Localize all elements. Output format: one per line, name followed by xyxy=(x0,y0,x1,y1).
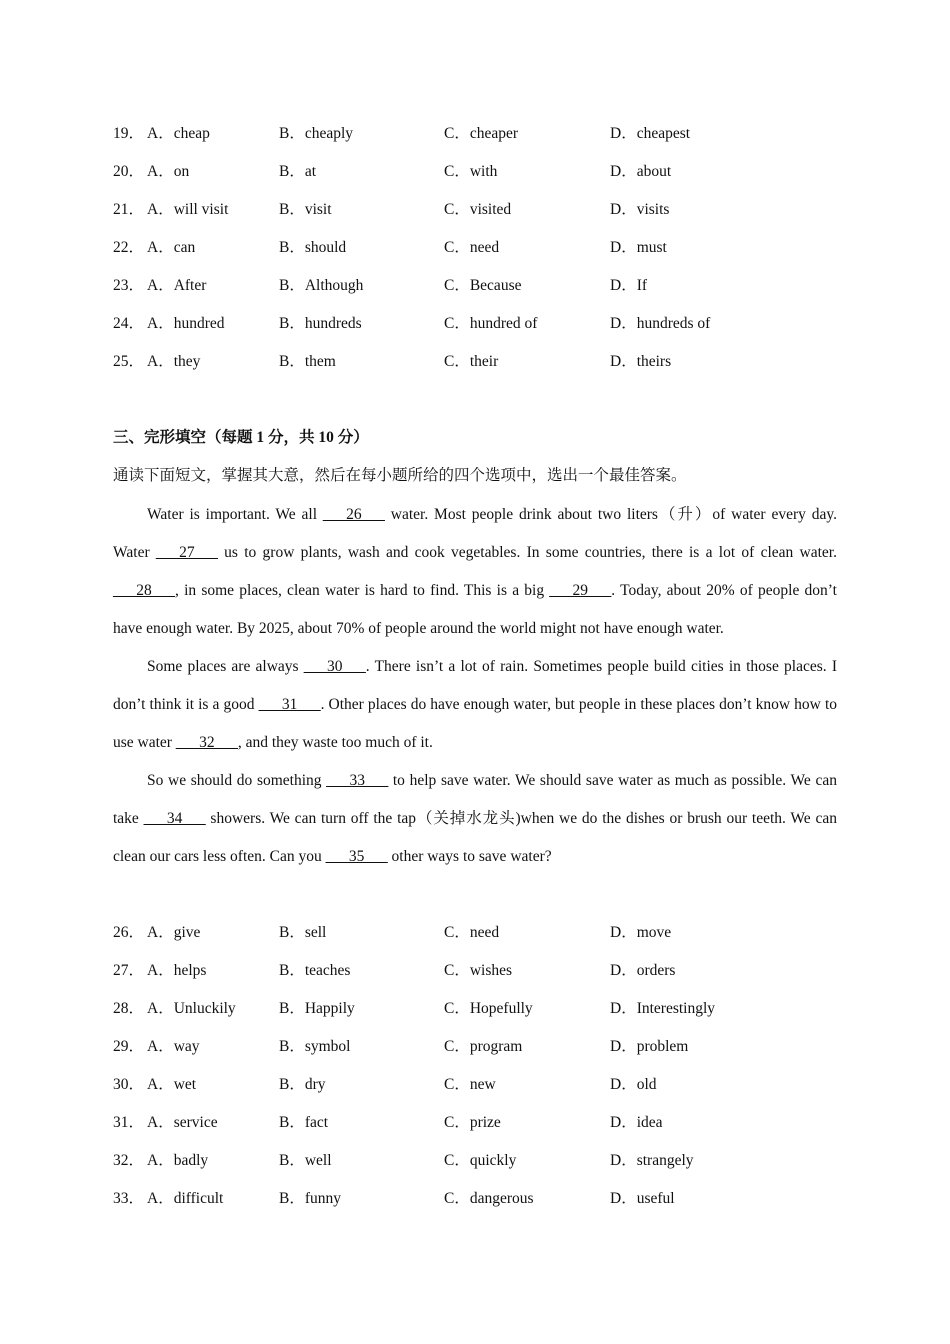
question-number: 33． xyxy=(113,1190,145,1207)
question-number: 24． xyxy=(113,315,145,332)
blank-29: ___29___ xyxy=(549,582,612,599)
blank-27: ___27___ xyxy=(155,544,218,561)
section-instruction: 通读下面短文，掌握其大意，然后在每小题所给的四个选项中，选出一个最佳答案。 xyxy=(113,467,687,484)
option-c: C．new xyxy=(444,1076,496,1093)
question-21-options xyxy=(113,200,853,238)
passage-text: Some places are always xyxy=(147,658,304,675)
passage-paragraph-3 xyxy=(113,762,837,876)
option-a: A．on xyxy=(147,163,190,180)
blank-26: ___26___ xyxy=(322,506,385,523)
question-28-options xyxy=(113,999,853,1037)
option-a: A．hundred xyxy=(147,315,225,332)
question-19-options xyxy=(113,124,853,162)
passage-text: us to grow plants, wash and cook vegetables. In some countries, there is a lot of clean water. xyxy=(217,544,837,561)
question-number: 26． xyxy=(113,924,145,941)
question-25-options xyxy=(113,352,853,390)
option-c: C．with xyxy=(444,163,498,180)
option-d: D．cheapest xyxy=(610,125,691,142)
option-d: D．If xyxy=(610,277,648,294)
question-33-options xyxy=(113,1189,853,1227)
option-b: B．visit xyxy=(279,201,332,218)
question-26-options xyxy=(113,923,853,961)
option-b: B．funny xyxy=(279,1190,342,1207)
question-number: 25． xyxy=(113,353,145,370)
passage-text: water. Most people drink about two liters（升）of water every day. Water xyxy=(113,506,837,561)
option-d: D．useful xyxy=(610,1190,675,1207)
cloze-passage xyxy=(113,496,837,876)
question-22-options xyxy=(113,238,853,276)
question-31-options xyxy=(113,1113,853,1151)
option-b: B．should xyxy=(279,239,347,256)
option-a: A．difficult xyxy=(147,1190,224,1207)
passage-text: . Other places do have enough water, but people in these places don’t know how to use water xyxy=(113,696,838,751)
option-b: B．fact xyxy=(279,1114,329,1131)
option-a: A．Unluckily xyxy=(147,1000,236,1017)
passage-text: , and they waste too much of it. xyxy=(237,734,433,751)
option-c: C．need xyxy=(444,239,500,256)
question-number: 20． xyxy=(113,163,145,180)
option-b: B．them xyxy=(279,353,336,370)
question-20-options xyxy=(113,162,853,200)
question-30-options xyxy=(113,1075,853,1113)
options-list-19-25 xyxy=(113,124,853,390)
blank-32: ___32___ xyxy=(175,734,238,751)
option-b: B．at xyxy=(279,163,317,180)
option-c: C．hundred of xyxy=(444,315,538,332)
passage-paragraph-2 xyxy=(113,648,837,762)
option-c: C．dangerous xyxy=(444,1190,534,1207)
option-c: C．cheaper xyxy=(444,125,519,142)
question-29-options xyxy=(113,1037,853,1075)
option-b: B．hundreds xyxy=(279,315,362,332)
passage-text: . There isn’t a lot of rain. Sometimes people build cities in those places. I don’t think it is a good xyxy=(113,658,838,713)
question-23-options xyxy=(113,276,853,314)
question-number: 27． xyxy=(113,962,145,979)
option-a: A．can xyxy=(147,239,196,256)
section-title: 三、完形填空（每题 1 分，共 10 分） xyxy=(113,429,369,446)
option-d: D．old xyxy=(610,1076,657,1093)
option-d: D．problem xyxy=(610,1038,689,1055)
option-c: C．wishes xyxy=(444,962,513,979)
option-c: C．prize xyxy=(444,1114,501,1131)
passage-text: showers. We can turn off the tap（关掉水龙头)when we do the dishes or brush our teeth. We can clean our cars less often. Can you xyxy=(113,810,837,865)
question-number: 31． xyxy=(113,1114,145,1131)
option-a: A．way xyxy=(147,1038,200,1055)
option-c: C．Because xyxy=(444,277,522,294)
option-a: A．cheap xyxy=(147,125,210,142)
question-number: 21． xyxy=(113,201,145,218)
passage-text: . Today, about 20% of people don’t have enough water. By 2025, about 70% of people around the world might not have enough water. xyxy=(113,582,837,637)
question-number: 23． xyxy=(113,277,145,294)
option-d: D．idea xyxy=(610,1114,663,1131)
passage-text: Water is important. We all xyxy=(147,506,323,523)
passage-text: , in some places, clean water is hard to find. This is a big xyxy=(175,582,550,599)
question-24-options xyxy=(113,314,853,352)
question-number: 28． xyxy=(113,1000,145,1017)
option-b: B．Happily xyxy=(279,1000,355,1017)
option-d: D．hundreds of xyxy=(610,315,711,332)
question-number: 32． xyxy=(113,1152,145,1169)
blank-33: ___33___ xyxy=(326,772,389,789)
option-d: D．orders xyxy=(610,962,676,979)
option-b: B．dry xyxy=(279,1076,326,1093)
option-d: D．strangely xyxy=(610,1152,694,1169)
question-32-options xyxy=(113,1151,853,1189)
blank-34: ___34___ xyxy=(143,810,206,827)
passage-text: to help save water. We should save water as much as possible. We can take xyxy=(113,772,837,827)
option-a: A．will visit xyxy=(147,201,229,218)
option-c: C．quickly xyxy=(444,1152,517,1169)
question-number: 30． xyxy=(113,1076,145,1093)
option-a: A．badly xyxy=(147,1152,209,1169)
blank-30: ___30___ xyxy=(303,658,366,675)
option-b: B．well xyxy=(279,1152,332,1169)
options-list-26-33 xyxy=(113,923,853,1227)
question-number: 22． xyxy=(113,239,145,256)
option-d: D．about xyxy=(610,163,672,180)
option-d: D．Interestingly xyxy=(610,1000,716,1017)
option-a: A．service xyxy=(147,1114,218,1131)
option-a: A．wet xyxy=(147,1076,197,1093)
option-b: B．cheaply xyxy=(279,125,354,142)
option-b: B．teaches xyxy=(279,962,351,979)
option-a: A．After xyxy=(147,277,207,294)
option-c: C．Hopefully xyxy=(444,1000,533,1017)
option-d: D．theirs xyxy=(610,353,672,370)
option-c: C．their xyxy=(444,353,499,370)
passage-paragraph-1 xyxy=(113,496,837,648)
option-c: C．program xyxy=(444,1038,523,1055)
option-c: C．visited xyxy=(444,201,512,218)
passage-text: So we should do something xyxy=(147,772,327,789)
blank-31: ___31___ xyxy=(258,696,321,713)
blank-28: ___28___ xyxy=(113,582,175,599)
question-number: 19． xyxy=(113,125,145,142)
option-d: D．must xyxy=(610,239,667,256)
question-27-options xyxy=(113,961,853,999)
blank-35: ___35___ xyxy=(325,848,388,865)
question-number: 29． xyxy=(113,1038,145,1055)
option-d: D．move xyxy=(610,924,672,941)
option-b: B．sell xyxy=(279,924,327,941)
option-b: B．Although xyxy=(279,277,364,294)
option-c: C．need xyxy=(444,924,500,941)
option-a: A．helps xyxy=(147,962,207,979)
option-b: B．symbol xyxy=(279,1038,351,1055)
option-a: A．give xyxy=(147,924,201,941)
option-d: D．visits xyxy=(610,201,670,218)
option-a: A．they xyxy=(147,353,201,370)
passage-text: other ways to save water? xyxy=(387,848,552,865)
